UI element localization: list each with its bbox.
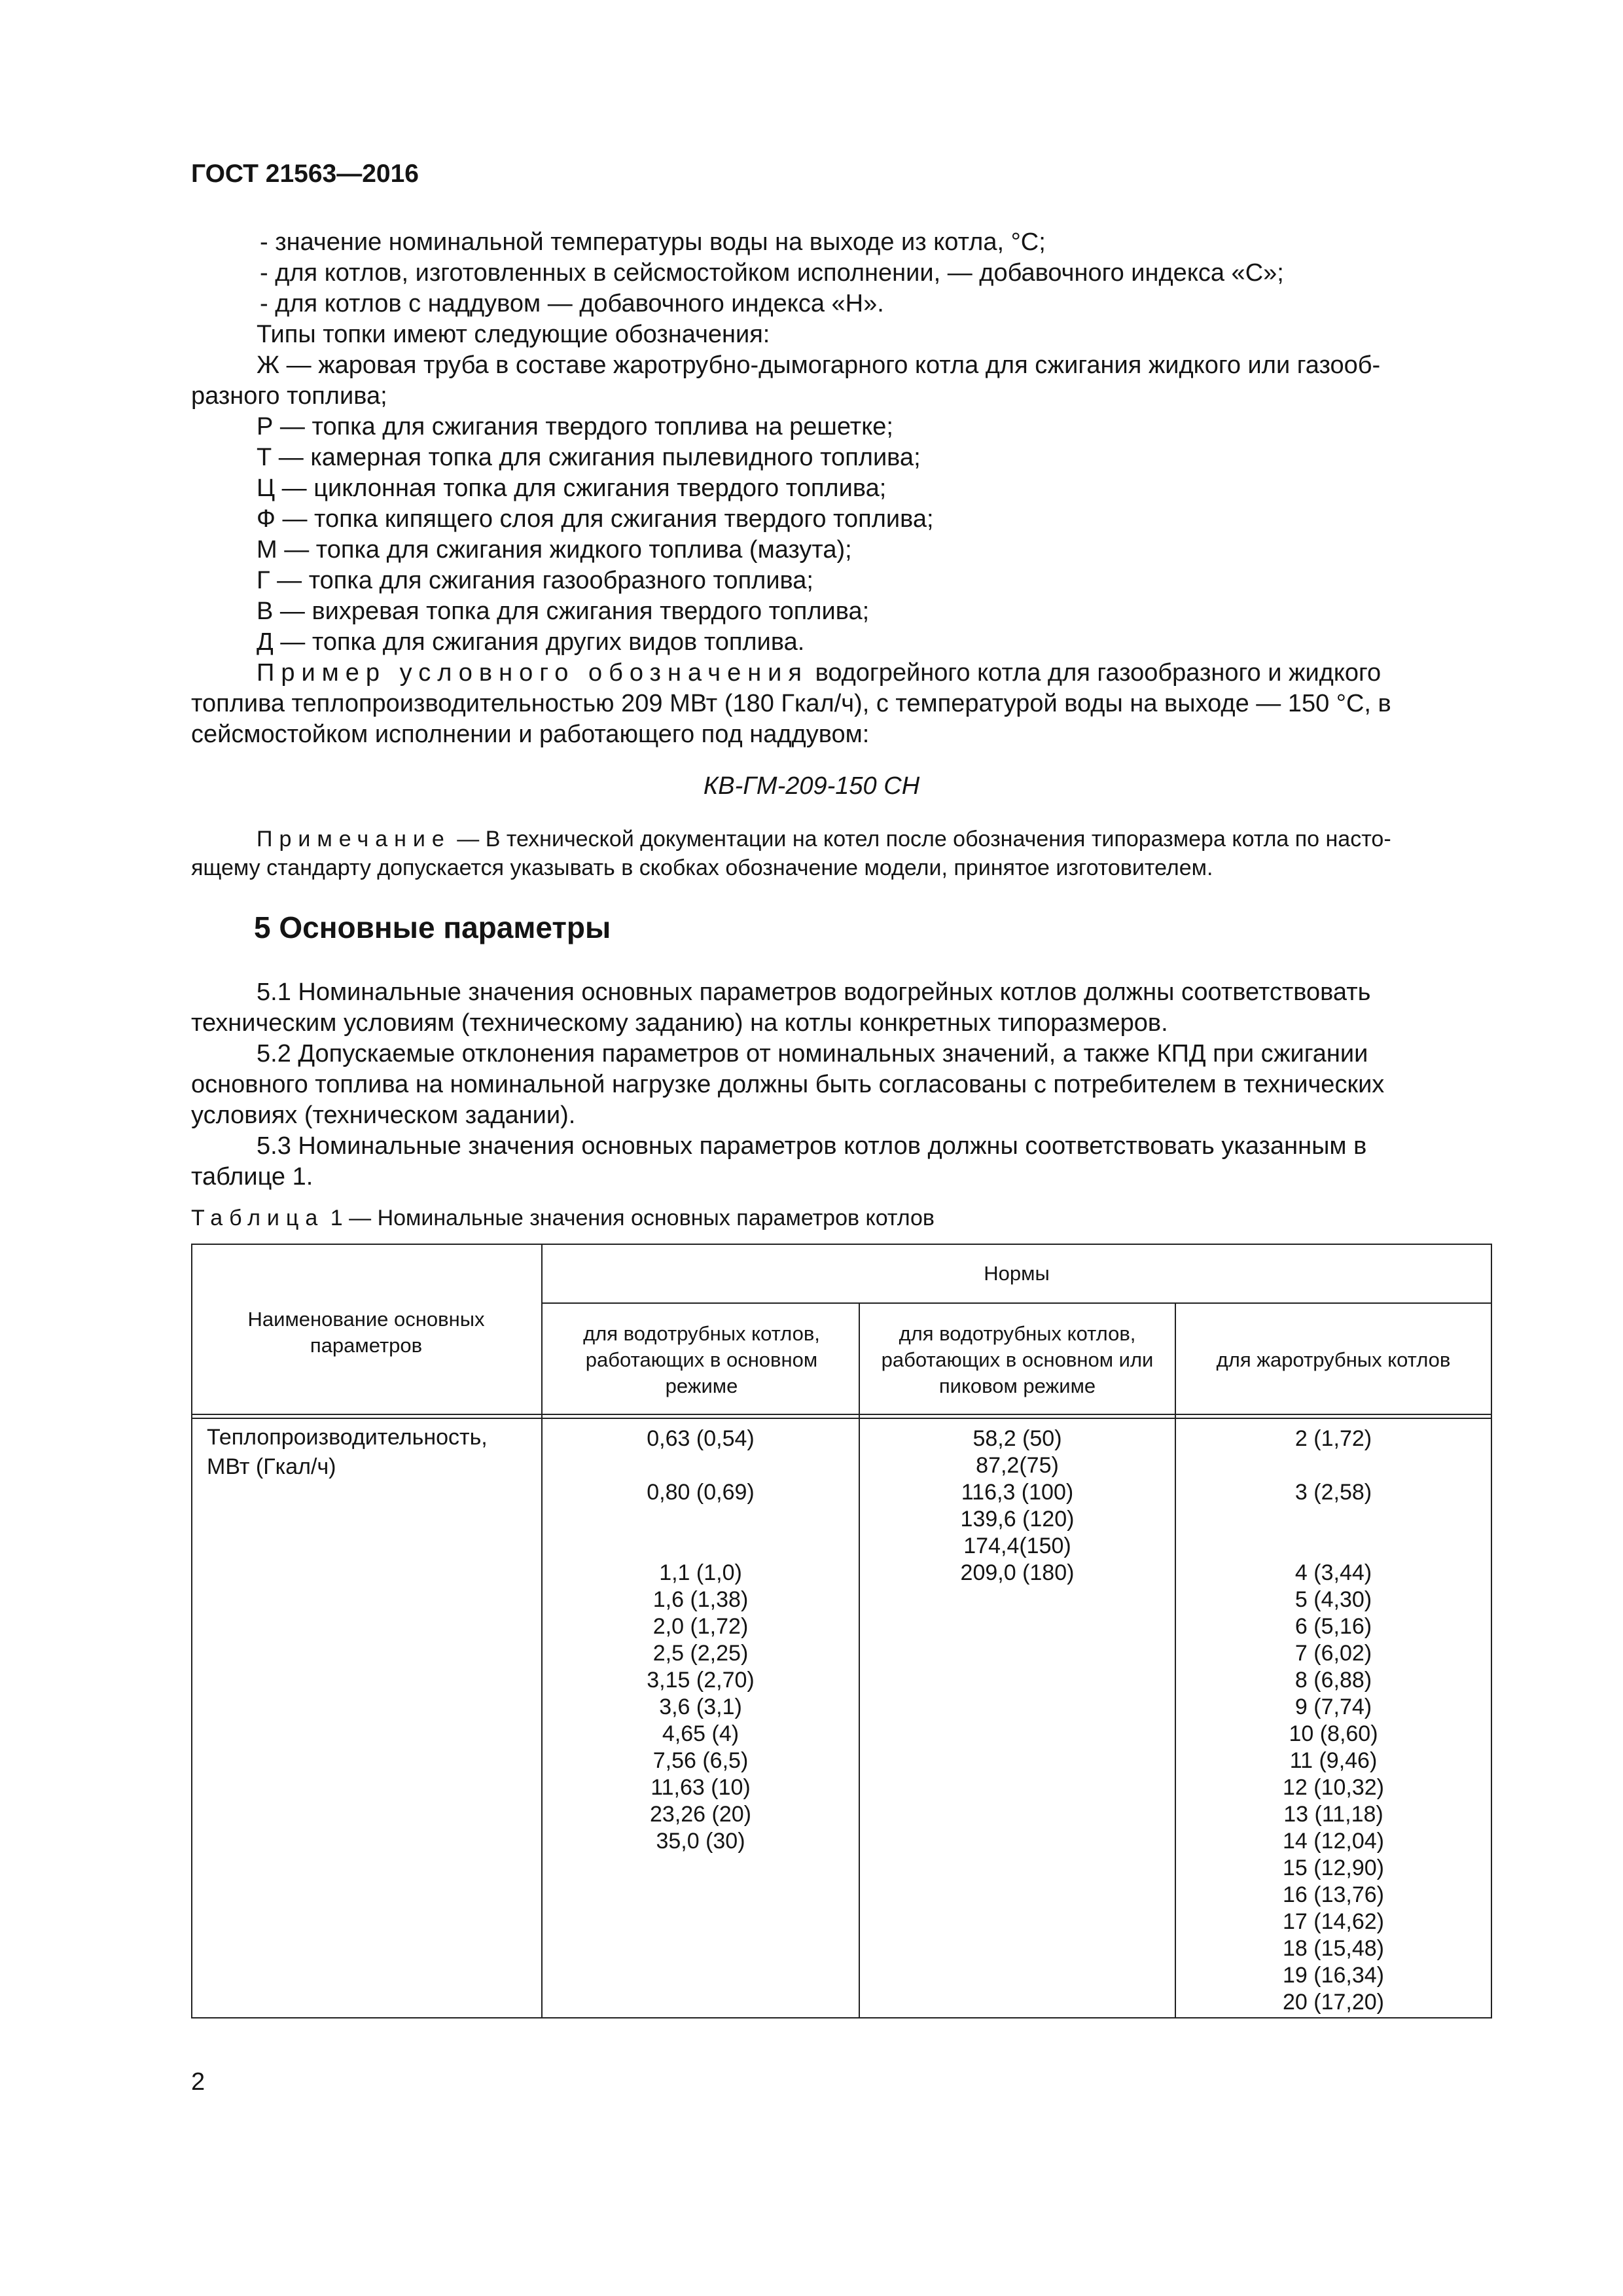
furnace-type-v: В — вихревая топка для сжигания твердого топлива;	[257, 598, 870, 625]
header-param-name: Наименование основных параметров	[247, 1308, 485, 1357]
table-border-right	[1491, 1244, 1492, 2018]
furnace-type-g: Г — топка для сжигания газообразного топлива;	[257, 567, 813, 594]
table-cell-value: 12 (10,32)	[1283, 1775, 1384, 1800]
designation-example: КВ-ГМ-209-150 СН	[703, 772, 920, 800]
table-cell-value: 3,15 (2,70)	[647, 1668, 755, 1693]
table-header-divider-2	[191, 1418, 1492, 1419]
table-cell-value: 19 (16,34)	[1283, 1963, 1384, 1988]
table-cell-value	[1176, 1506, 1491, 1533]
table-cell-value: 3,6 (3,1)	[659, 1695, 742, 1719]
table-cell-value: 11,63 (10)	[651, 1775, 751, 1800]
para-5-3-line2: таблице 1.	[191, 1163, 313, 1191]
row-heat-output-name: Теплопроизводительность, МВт (Гкал/ч)	[207, 1425, 488, 1479]
para-5-1-line1: 5.1 Номинальные значения основных параметров водогрейных котлов должны соответствовать	[257, 978, 1371, 1006]
para-5-2-line1: 5.2 Допускаемые отклонения параметров от номинальных значений, а также КПД при сжигании	[257, 1040, 1368, 1067]
table-cell-value: 35,0 (30)	[656, 1829, 745, 1854]
section-title: 5 Основные параметры	[254, 910, 611, 944]
para-5-3-line1: 5.3 Номинальные значения основных параметров котлов должны соответствовать указанным в	[257, 1132, 1367, 1160]
table-cell-value: 1,6 (1,38)	[652, 1587, 749, 1612]
example-line-1	[191, 658, 1496, 689]
table-cell-value	[543, 1533, 859, 1560]
table-cell-value: 139,6 (120)	[960, 1507, 1075, 1532]
col-2-values	[860, 1426, 1175, 1587]
table-cell-value: 2 (1,72)	[1294, 1426, 1372, 1451]
table-cell-value: 209,0 (180)	[960, 1560, 1075, 1585]
table-header-divider-1	[191, 1414, 1492, 1415]
furnace-zh-line2: разного топлива;	[191, 382, 387, 410]
table-cell-value: 174,4(150)	[963, 1534, 1071, 1558]
col-1-values	[543, 1426, 859, 1855]
table-cell-value	[543, 1452, 859, 1479]
table-cell-value: 2,5 (2,25)	[652, 1641, 749, 1666]
table-cell-value: 11 (9,46)	[1289, 1748, 1378, 1773]
table-cell-value	[1176, 1533, 1491, 1560]
note-label: Примечание	[257, 827, 451, 852]
furnace-type-r: Р — топка для сжигания твердого топлива на решетке;	[257, 413, 893, 440]
col-3-values	[1176, 1426, 1491, 2016]
table-cell-value: 7 (6,02)	[1294, 1641, 1372, 1666]
intro-line-1: - значение номинальной температуры воды на выходе из котла, °С;	[260, 228, 1046, 256]
table-border-left	[191, 1244, 192, 2018]
table-cell-value: 5 (4,30)	[1294, 1587, 1372, 1612]
table-cell-value: 0,63 (0,54)	[647, 1426, 755, 1451]
intro-line-3: - для котлов с наддувом — добавочного индекса «Н».	[260, 290, 884, 317]
table-cell-value: 8 (6,88)	[1294, 1668, 1372, 1693]
table-cell-value: 14 (12,04)	[1283, 1829, 1384, 1854]
table-border-top	[191, 1244, 1492, 1245]
intro-text	[191, 227, 1496, 750]
table-col-line-2	[859, 1302, 860, 2018]
table-norms-divider	[541, 1302, 1492, 1304]
furnace-type-f: Ф — топка кипящего слоя для сжигания твердого топлива;	[257, 505, 934, 533]
example-line-3: сейсмостойком исполнении и работающего под наддувом:	[191, 721, 870, 748]
note-line-2: ящему стандарту допускается указывать в скобках обозначение модели, принятое изготовителем.	[191, 855, 1213, 880]
table-cell-value	[1176, 1452, 1491, 1479]
table-cell-value: 13 (11,18)	[1283, 1802, 1383, 1827]
note-line-1	[191, 825, 1496, 853]
example-label: Пример условного обозначения	[257, 659, 808, 687]
section-text	[191, 977, 1496, 1193]
table-cell-value: 3 (2,58)	[1294, 1480, 1372, 1505]
example-line1-rest: водогрейного котла для газообразного и жидкого	[815, 659, 1382, 687]
para-5-2-line3: условиях (техническом задании).	[191, 1102, 576, 1129]
note-block	[191, 825, 1496, 882]
furnace-type-d: Д — топка для сжигания других видов топлива.	[257, 628, 805, 656]
table-cell-value: 1,1 (1,0)	[659, 1560, 742, 1585]
furnace-type-m: М — топка для сжигания жидкого топлива (мазута);	[257, 536, 852, 564]
table-caption-rest: 1 — Номинальные значения основных параметров котлов	[330, 1206, 935, 1230]
page-number: 2	[191, 2068, 205, 2096]
table-border-bottom	[191, 2017, 1492, 2018]
header-col-3: для жаротрубных котлов	[1216, 1348, 1451, 1371]
furnace-type-t: Т — камерная топка для сжигания пылевидного топлива;	[257, 444, 921, 471]
header-col-1: для водотрубных котлов, работающих в основном режиме	[583, 1322, 820, 1397]
table-cell-value: 15 (12,90)	[1283, 1856, 1384, 1880]
header-norms: Нормы	[984, 1262, 1050, 1285]
table-cell-value: 9 (7,74)	[1294, 1695, 1372, 1719]
intro-line-2: - для котлов, изготовленных в сейсмостойком исполнении, — добавочного индекса «С»;	[260, 259, 1284, 287]
table-cell-value: 23,26 (20)	[650, 1802, 751, 1827]
table-cell-value: 17 (14,62)	[1283, 1909, 1384, 1934]
table-cell-value: 4,65 (4)	[662, 1721, 740, 1746]
table-caption	[191, 1206, 935, 1231]
furnace-zh-line1: Ж — жаровая труба в составе жаротрубно-дымогарного котла для сжигания жидкого или газооб-	[257, 351, 1381, 379]
header-col-2: для водотрубных котлов, работающих в основном или пиковом режиме	[881, 1322, 1154, 1397]
note-line1-rest: — В технической документации на котел после обозначения типоразмера котла по насто-	[457, 827, 1391, 852]
document-code: ГОСТ 21563—2016	[191, 160, 419, 188]
para-5-2-line2: основного топлива на номинальной нагрузке должны быть согласованы с потребителем в технических	[191, 1071, 1385, 1098]
table-cell-value: 10 (8,60)	[1289, 1721, 1378, 1746]
furnace-type-ts: Ц — циклонная топка для сжигания твердого топлива;	[257, 475, 887, 502]
para-5-1-line2: техническим условиям (техническому заданию) на котлы конкретных типоразмеров.	[191, 1009, 1168, 1037]
furnace-heading: Типы топки имеют следующие обозначения:	[257, 321, 770, 348]
table-cell-value: 4 (3,44)	[1294, 1560, 1372, 1585]
table-cell-value: 2,0 (1,72)	[652, 1614, 749, 1639]
table-cell-value: 0,80 (0,69)	[647, 1480, 755, 1505]
table-cell-value: 16 (13,76)	[1283, 1882, 1384, 1907]
table-cell-value: 20 (17,20)	[1283, 1990, 1384, 2015]
table-cell-value: 116,3 (100)	[961, 1480, 1074, 1505]
table-cell-value: 87,2(75)	[976, 1453, 1059, 1478]
table-caption-label: Таблица	[191, 1206, 325, 1230]
table-cell-value	[543, 1506, 859, 1533]
table-cell-value: 7,56 (6,5)	[652, 1748, 749, 1773]
table-cell-value: 6 (5,16)	[1294, 1614, 1372, 1639]
example-line-2: топлива теплопроизводительностью 209 МВт (180 Гкал/ч), с температурой воды на выходе — 150 °С, в	[191, 690, 1391, 717]
table-cell-value: 58,2 (50)	[972, 1426, 1062, 1451]
parameters-table	[191, 1244, 1492, 2018]
table-cell-value: 18 (15,48)	[1283, 1936, 1384, 1961]
